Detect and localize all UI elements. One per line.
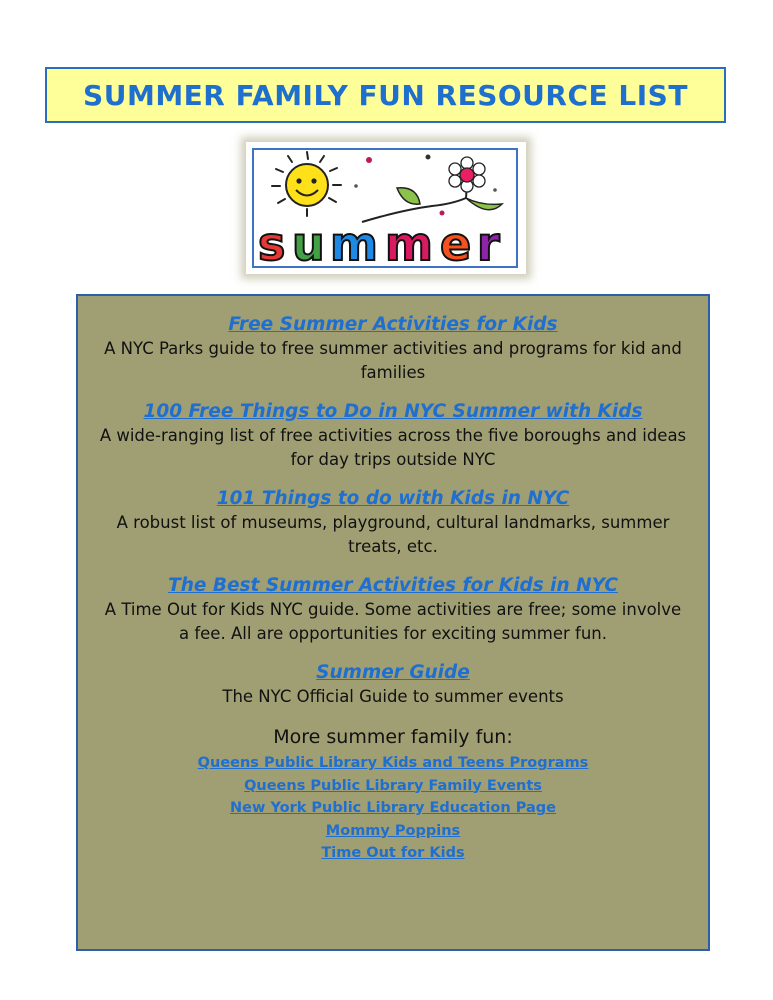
summer-letter-r: r: [477, 217, 500, 268]
resource-link-100-free-things[interactable]: 100 Free Things to Do in NYC Summer with Kids: [143, 401, 643, 422]
more-link-mommy-poppins[interactable]: Mommy Poppins: [325, 822, 461, 839]
more-fun-links: [98, 752, 688, 865]
resource-link-101-things[interactable]: 101 Things to do with Kids in NYC: [216, 488, 570, 509]
page-title: SUMMER FAMILY FUN RESOURCE LIST: [83, 78, 688, 112]
resource-item: [98, 574, 688, 646]
more-link-queens-kids-teens[interactable]: Queens Public Library Kids and Teens Programs: [197, 755, 589, 771]
resource-link-summer-guide[interactable]: Summer Guide: [316, 662, 470, 683]
more-link-nypl-education[interactable]: New York Public Library Education Page: [230, 800, 556, 816]
summer-letter-m2: m: [385, 217, 433, 268]
title-banner: [45, 67, 726, 123]
resource-link-best-summer-activities[interactable]: The Best Summer Activities for Kids in NYC: [168, 575, 618, 596]
more-link-time-out-kids[interactable]: Time Out for Kids: [321, 845, 465, 861]
more-fun-heading: More summer family fun:: [273, 726, 513, 748]
summer-clipart-frame: [246, 142, 526, 274]
resource-description: A Time Out for Kids NYC guide. Some activities are free; some involve a fee. All are opportunities for exciting summer fun.: [104, 600, 682, 643]
summer-letter-u: u: [292, 217, 325, 268]
resource-item: [98, 400, 688, 472]
summer-letter-e: e: [440, 217, 472, 268]
summer-letter-m1: m: [330, 217, 378, 268]
resource-item: [98, 661, 688, 709]
resource-panel: [76, 294, 710, 951]
summer-clipart: [252, 148, 518, 268]
resource-description: The NYC Official Guide to summer events: [222, 687, 564, 706]
summer-letter-s: s: [258, 217, 286, 268]
resource-description: A wide-ranging list of free activities across the five boroughs and ideas for day trips outside NYC: [99, 426, 687, 469]
resource-item: [98, 313, 688, 385]
resource-description: A robust list of museums, playground, cultural landmarks, summer treats, etc.: [116, 513, 670, 556]
more-link-queens-family-events[interactable]: Queens Public Library Family Events: [244, 777, 542, 794]
resource-link-free-summer-activities[interactable]: Free Summer Activities for Kids: [228, 314, 558, 335]
resource-description: A NYC Parks guide to free summer activities and programs for kid and families: [104, 339, 682, 382]
resource-item: [98, 487, 688, 559]
